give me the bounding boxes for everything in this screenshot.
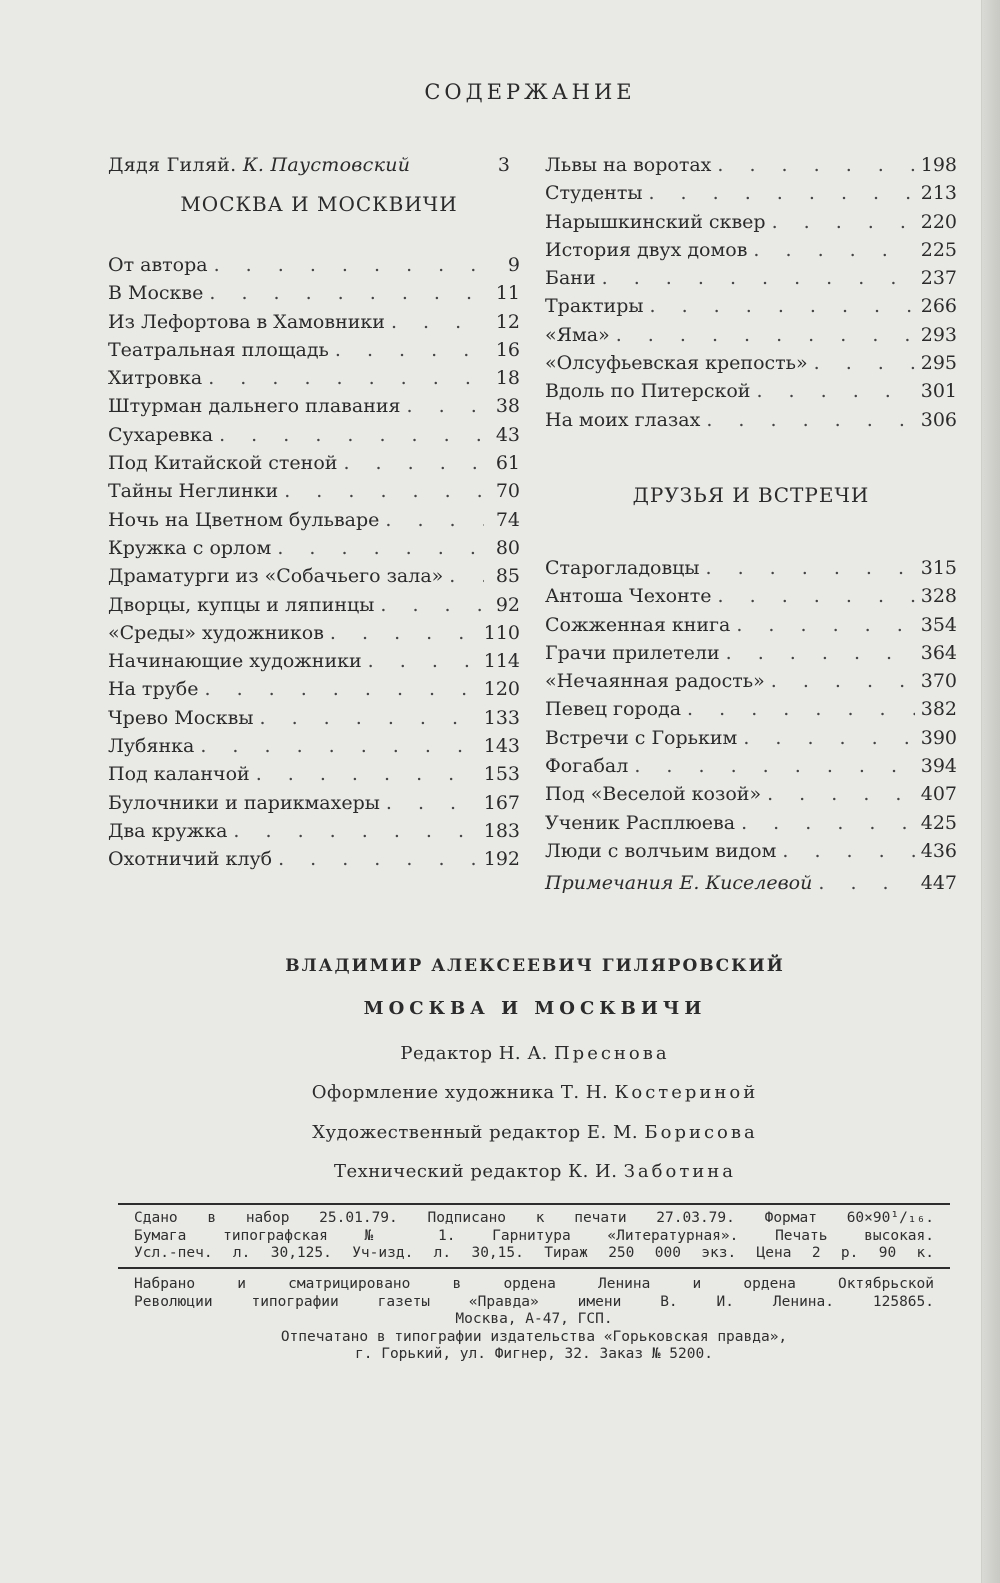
leader-dots: [208, 367, 484, 389]
toc-entry: [108, 480, 520, 508]
leader-dots: [767, 783, 915, 805]
leader-dots: [256, 763, 478, 785]
entry-page: 354: [920, 613, 957, 636]
leader-dots: [335, 339, 484, 361]
toc-entry: [545, 409, 957, 437]
leader-dots: [343, 452, 484, 474]
entry-page: 114: [483, 650, 520, 673]
leader-dots: [634, 755, 914, 777]
toc-entry: [545, 812, 957, 840]
entry-page: 133: [483, 706, 520, 729]
entry-page: 407: [920, 783, 957, 806]
leader-dots: [204, 678, 477, 700]
leader-dots: [391, 311, 484, 333]
toc-entry: [545, 755, 957, 783]
divider-bottom: [118, 1267, 950, 1269]
entry-title: На трубе: [108, 678, 199, 701]
entry-title: Кружка с орлом: [108, 536, 272, 559]
entry-title: Под «Веселой козой»: [545, 783, 762, 806]
toc-entry: [545, 154, 957, 182]
entry-page: 237: [920, 267, 957, 290]
toc-entry: [108, 735, 520, 763]
print-line: Москва, А-47, ГСП.: [455, 1311, 613, 1327]
entry-title: Из Лефортова в Хамовники: [108, 310, 385, 333]
toc-entry: [545, 585, 957, 613]
entry-title: История двух домов: [545, 238, 748, 261]
entry-title: Нарышкинский сквер: [545, 210, 766, 233]
leader-dots: [717, 154, 914, 176]
entry-title: Театральная площадь: [108, 338, 329, 361]
entry-page: 110: [483, 621, 520, 644]
leader-dots: [330, 622, 478, 644]
entry-author: К. Паустовский: [242, 154, 411, 176]
toc-list-right: [545, 154, 957, 437]
entry-page: 85: [495, 565, 520, 588]
imprint-author: ВЛАДИМИР АЛЕКСЕЕВИЧ ГИЛЯРОВСКИЙ: [285, 956, 785, 976]
entry-page: 447: [920, 872, 957, 895]
toc-entry-notes: [545, 872, 957, 900]
entry-title: Антоша Чехонте: [545, 585, 712, 608]
entry-title: Бани: [545, 267, 596, 290]
entry-title: Студенты: [545, 182, 643, 205]
toc-entry: [108, 820, 520, 848]
entry-page: 225: [920, 238, 957, 261]
print-line: Отпечатано в типографии издательства «Горьковская правда»,: [280, 1328, 788, 1345]
print-line: Революции типографии газеты «Правда» имени В. И. Ленина. 125865.: [134, 1293, 934, 1310]
entry-page: 167: [483, 791, 520, 814]
entry-title: Под каланчой: [108, 763, 250, 786]
toc-entry: [108, 254, 520, 282]
entry-title: «Яма»: [545, 323, 610, 346]
entry-page: 220: [920, 210, 957, 233]
entry-page: 3: [497, 154, 510, 176]
print-line: Сдано в набор 25.01.79. Подписано к печати 27.03.79. Формат 60×90¹/₁₆.: [134, 1210, 934, 1226]
toc-entry: [108, 707, 520, 735]
toc-entry: [108, 311, 520, 339]
entry-page: 38: [495, 395, 520, 418]
entry-page: 293: [920, 323, 957, 346]
entry-page: 80: [495, 536, 520, 559]
toc-entry: [108, 395, 520, 423]
toc-entry: [108, 622, 520, 650]
leader-dots: [284, 480, 484, 502]
entry-page: 394: [920, 755, 957, 778]
print-line: Бумага типографская № 1. Гарнитура «Литературная». Печать высокая.: [134, 1227, 934, 1244]
entry-page: 18: [495, 367, 520, 390]
divider-top: [118, 1203, 950, 1205]
toc-entry-intro: [108, 154, 520, 190]
section-title-moscow: МОСКВА И МОСКВИЧИ: [180, 192, 458, 216]
toc-right-column: [545, 154, 957, 901]
entry-title: «Среды» художников: [108, 621, 324, 644]
leader-dots: [814, 352, 915, 374]
leader-dots: [648, 182, 914, 204]
leader-dots: [407, 395, 484, 417]
toc-entry: [545, 840, 957, 868]
toc-list-left: [108, 254, 520, 877]
entry-page: 213: [920, 182, 957, 205]
leader-dots: [200, 735, 477, 757]
toc-entry: [545, 352, 957, 380]
toc-entry: [545, 698, 957, 726]
toc-list-right-2: [545, 557, 957, 868]
imprint-designer: Оформление художника Т. Н. Костериной: [311, 1082, 759, 1103]
print-line: г. Горький, ул. Фигнер, 32. Заказ № 5200.: [355, 1346, 713, 1362]
entry-page: 9: [507, 254, 520, 276]
entry-page: 120: [483, 678, 520, 701]
entry-page: 301: [920, 380, 957, 403]
entry-page: 192: [483, 848, 520, 871]
entry-title: Булочники и парикмахеры: [108, 791, 380, 814]
entry-title: Старогладовцы: [545, 556, 700, 579]
entry-page: 364: [920, 641, 957, 664]
entry-title: «Нечаянная радость»: [545, 670, 765, 693]
entry-title: Сожженная книга: [545, 613, 731, 636]
entry-page: 425: [920, 811, 957, 834]
toc-left-column: [108, 154, 520, 877]
toc-entry: [545, 380, 957, 408]
entry-title: Под Китайской стеной: [108, 452, 338, 475]
entry-title: Ученик Расплюева: [545, 811, 736, 834]
toc-entry: [108, 565, 520, 593]
toc-entry: [108, 452, 520, 480]
entry-page: 390: [920, 726, 957, 749]
page-title: СОДЕРЖАНИЕ: [424, 80, 636, 104]
entry-title: Охотничий клуб: [108, 848, 273, 871]
leader-dots: [726, 642, 915, 664]
print-line: Набрано и сматрицировано в ордена Ленина и ордена Октябрьской: [134, 1276, 934, 1292]
leader-dots: [687, 698, 915, 720]
entry-title: Львы на воротах: [545, 154, 712, 176]
entry-title: Встречи с Горьким: [545, 726, 738, 749]
leader-dots: [278, 848, 478, 870]
entry-page: 436: [920, 839, 957, 862]
entry-title: Хитровка: [108, 367, 203, 390]
leader-dots: [772, 211, 915, 233]
toc-entry: [545, 182, 957, 210]
imprint-art-editor: Художественный редактор Е. М. Борисова: [312, 1122, 758, 1143]
entry-title: Трактиры: [545, 295, 644, 318]
entry-title: Фогабал: [545, 755, 629, 778]
entry-page: 11: [495, 282, 520, 305]
entry-title: Дядя Гиляй.: [108, 154, 237, 176]
leader-dots: [209, 282, 484, 304]
entry-author: Е. Киселевой: [679, 872, 813, 895]
toc-entry: [108, 339, 520, 367]
toc-entry: [545, 267, 957, 295]
entry-title: Сухаревка: [108, 423, 214, 446]
entry-page: 328: [920, 585, 957, 608]
toc-entry: [545, 642, 957, 670]
entry-title: На моих глазах: [545, 408, 701, 431]
toc-entry: [545, 727, 957, 755]
toc-entry: [108, 367, 520, 395]
entry-title: Два кружка: [108, 819, 228, 842]
entry-page: 295: [920, 352, 957, 375]
leader-dots: [449, 565, 484, 587]
toc-entry: [108, 848, 520, 876]
entry-page: 70: [495, 480, 520, 503]
toc-entry: [545, 614, 957, 642]
leader-dots: [706, 557, 915, 579]
leader-dots: [260, 707, 478, 729]
toc-entry: [545, 670, 957, 698]
entry-title: Лубянка: [108, 735, 195, 758]
entry-title: Люди с волчьим видом: [545, 839, 777, 862]
leader-dots: [277, 537, 484, 559]
toc-entry: [108, 537, 520, 565]
entry-page: 153: [483, 763, 520, 786]
entry-title: Ночь на Цветном бульваре: [108, 508, 380, 531]
toc-entry: [545, 783, 957, 811]
entry-page: 183: [483, 819, 520, 842]
page-edge: [981, 0, 1000, 1583]
leader-dots: [718, 585, 915, 607]
leader-dots: [214, 254, 484, 276]
entry-page: 306: [920, 408, 957, 431]
leader-dots: [771, 670, 915, 692]
entry-page: 266: [920, 295, 957, 318]
toc-entry: [108, 650, 520, 678]
entry-page: 74: [495, 508, 520, 531]
toc-entry: [545, 211, 957, 239]
toc-entry: [545, 239, 957, 267]
leader-dots: [380, 594, 484, 616]
toc-entry: [108, 763, 520, 791]
leader-dots: [386, 792, 478, 814]
entry-title: Вдоль по Питерской: [545, 380, 751, 403]
entry-title: Тайны Неглинки: [108, 480, 279, 503]
entry-page: 43: [495, 423, 520, 446]
entry-title: В Москве: [108, 282, 204, 305]
entry-title: От автора: [108, 254, 208, 276]
toc-entry: [108, 792, 520, 820]
entry-title: Певец города: [545, 698, 682, 721]
imprint-book-title: МОСКВА И МОСКВИЧИ: [363, 998, 707, 1019]
leader-dots: [602, 267, 915, 289]
toc-entry: [108, 282, 520, 310]
imprint-tech-editor: Технический редактор К. И. Заботина: [333, 1161, 737, 1182]
leader-dots: [385, 509, 484, 531]
leader-dots: [741, 812, 915, 834]
leader-dots: [743, 727, 914, 749]
entry-title: Чрево Москвы: [108, 706, 254, 729]
leader-dots: [616, 324, 915, 346]
leader-dots: [706, 409, 914, 431]
entry-page: 61: [495, 452, 520, 475]
print-line: Усл.-печ. л. 30,125. Уч-изд. л. 30,15. Тираж 250 000 экз. Цена 2 р. 90 к.: [134, 1245, 934, 1261]
toc-entry: [108, 678, 520, 706]
leader-dots: [368, 650, 478, 672]
entry-title: Примечания: [545, 872, 674, 895]
entry-page: 370: [920, 670, 957, 693]
print-info-block: [134, 1210, 934, 1263]
toc-entry: [545, 557, 957, 585]
leader-dots: [650, 295, 915, 317]
leader-dots: [233, 820, 477, 842]
toc-entry: [108, 509, 520, 537]
leader-dots: [756, 380, 914, 402]
entry-title: Дворцы, купцы и ляпинцы: [108, 593, 375, 616]
imprint-editor: Редактор Н. А. Преснова: [400, 1043, 670, 1064]
toc-entry: [545, 324, 957, 352]
entry-title: «Олсуфьевская крепость»: [545, 352, 808, 375]
toc-entry: [108, 424, 520, 452]
entry-title: Штурман дальнего плавания: [108, 395, 401, 418]
leader-dots: [753, 239, 914, 261]
entry-page: 143: [483, 735, 520, 758]
entry-page: 315: [920, 556, 957, 579]
printing-house-block: [134, 1276, 934, 1364]
leader-dots: [219, 424, 484, 446]
leader-dots: [782, 840, 914, 862]
entry-title: Драматурги из «Собачьего зала»: [108, 565, 444, 588]
entry-page: 92: [495, 593, 520, 616]
toc-entry: [545, 295, 957, 323]
entry-page: 12: [495, 310, 520, 333]
entry-title: Грачи прилетели: [545, 641, 720, 664]
leader-dots: [736, 614, 914, 636]
entry-page: 16: [495, 338, 520, 361]
entry-page: 382: [920, 698, 957, 721]
toc-entry: [108, 594, 520, 622]
entry-title: Начинающие художники: [108, 650, 362, 673]
section-title-friends: ДРУЗЬЯ И ВСТРЕЧИ: [632, 482, 870, 507]
entry-page: 198: [920, 154, 957, 176]
